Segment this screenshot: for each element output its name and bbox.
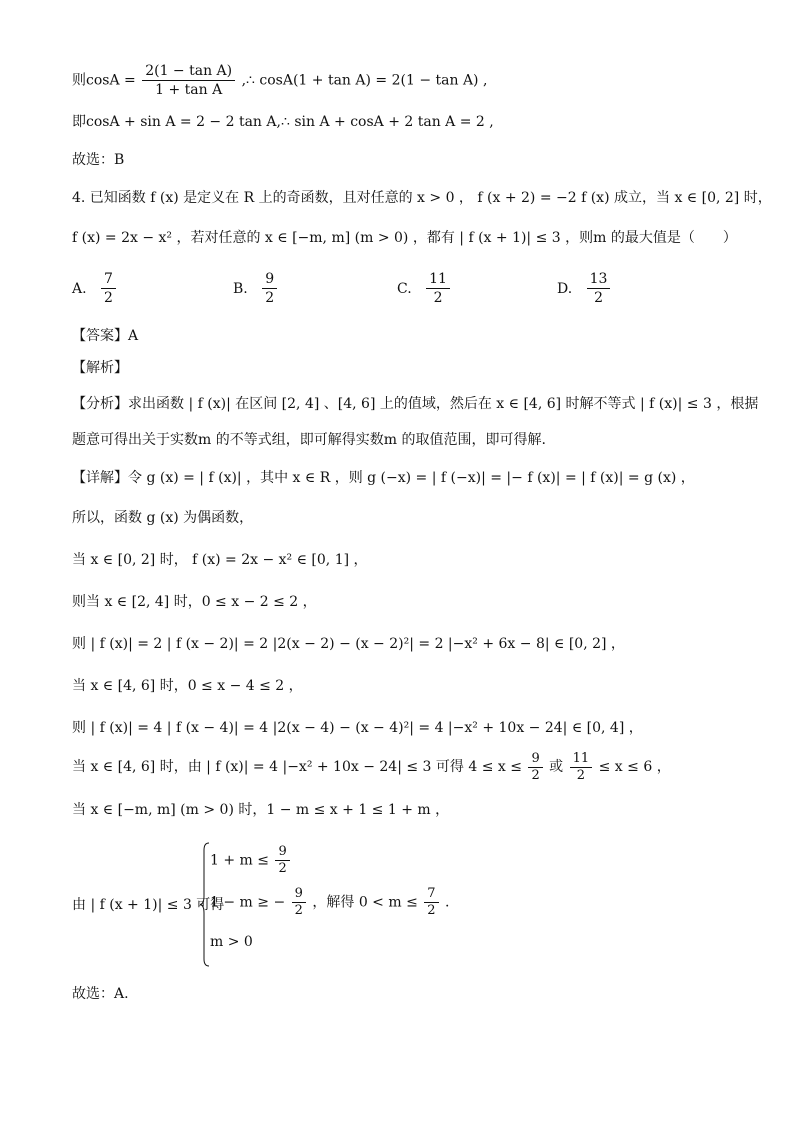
detail-line4: 则当 x ∈ [2, 4] 时，0 ≤ x − 2 ≤ 2 ， <box>72 594 317 610</box>
text: ≤ x ≤ 6 ， <box>598 759 671 775</box>
fraction-nine-halves <box>528 751 542 784</box>
numerator: 11 <box>426 270 450 289</box>
numerator: 7 <box>424 886 438 903</box>
detail-line5: 则 | f (x)| = 2 | f (x − 2)| = 2 |2(x − 2) − (x − 2)²| = 2 |−x² + 6x − 8| ∈ [0, 2] ， <box>72 636 625 652</box>
detail-line2: 所以，函数 g (x) 为偶函数， <box>72 510 254 526</box>
fraction-eleven-halves <box>570 751 593 784</box>
option-label: A. <box>72 280 87 297</box>
option-fraction <box>101 270 116 307</box>
numerator: 9 <box>292 886 306 903</box>
question-4-line1: 4. 已知函数 f (x) 是定义在 R 上的奇函数，且对任意的 x > 0 ， f (x + 2) = −2 f (x) 成立，当 x ∈ [0, 2] 时， <box>72 190 772 206</box>
line-identity: 即cosA + sin A = 2 − 2 tan A,∴ sin A + cosA + 2 tan A = 2 , <box>72 114 494 130</box>
fraction-seven-halves <box>424 886 438 919</box>
text: 或 <box>549 759 564 775</box>
line-cos-fraction <box>72 62 487 99</box>
left-brace-icon <box>200 842 210 967</box>
denominator: 2 <box>433 290 443 306</box>
numerator: 9 <box>528 751 542 768</box>
answer-heading: 【答案】A <box>72 328 139 344</box>
denominator: 2 <box>278 861 287 876</box>
text: ，解得 0 < m ≤ <box>312 894 418 911</box>
detail-line3: 当 x ∈ [0, 2] 时， f (x) = 2x − x² ∈ [0, 1] ， <box>72 552 368 568</box>
question-4-line2: f (x) = 2x − x² ，若对任意的 x ∈ [−m, m] (m > 0) ，都有 | f (x + 1)| ≤ 3 ，则m 的最大值是（ ） <box>72 230 737 246</box>
denominator: 1 + tan A <box>155 82 223 98</box>
option-c <box>397 270 452 307</box>
numerator: 13 <box>587 270 611 289</box>
text: 当 x ∈ [4, 6] 时，由 | f (x)| = 4 |−x² + 10x − 24| ≤ 3 可得 4 ≤ x ≤ <box>72 759 522 775</box>
analysis-heading: 【解析】 <box>72 360 128 376</box>
option-d <box>557 270 612 307</box>
fraction-nine-halves <box>292 886 306 919</box>
denominator: 2 <box>104 290 113 306</box>
option-a <box>72 270 118 307</box>
answer-choice-prev: 故选：B <box>72 152 125 168</box>
analysis-line1: 【分析】求出函数 | f (x)| 在区间 [2, 4] 、[4, 6] 上的值域，然后在 x ∈ [4, 6] 时解不等式 | f (x)| ≤ 3 ，根据 <box>72 396 759 412</box>
analysis-line2: 题意可得出关于实数m 的不等式组，即可解得实数m 的取值范围，即可得解. <box>72 432 546 448</box>
detail-line8 <box>72 748 671 786</box>
system-row-3: m > 0 <box>210 934 253 950</box>
option-b <box>233 270 279 307</box>
fraction-nine-halves <box>275 844 289 877</box>
option-label: B. <box>233 280 248 297</box>
option-fraction <box>262 270 277 307</box>
numerator: 7 <box>101 270 116 289</box>
text: 1 − m ≥ − <box>210 894 286 911</box>
fraction <box>142 62 235 99</box>
text: 1 + m ≤ <box>210 852 269 869</box>
numerator: 2(1 − tan A) <box>142 62 235 81</box>
denominator: 2 <box>294 903 303 918</box>
denominator: 2 <box>594 290 604 306</box>
detail-line9: 当 x ∈ [−m, m] (m > 0) 时，1 − m ≤ x + 1 ≤ 1 + m ， <box>72 802 450 818</box>
period: . <box>445 894 450 911</box>
denominator: 2 <box>427 903 436 918</box>
final-answer: 故选：A. <box>72 986 129 1002</box>
numerator: 9 <box>262 270 277 289</box>
detail-line7: 则 | f (x)| = 4 | f (x − 4)| = 4 |2(x − 4) − (x − 4)²| = 4 |−x² + 10x − 24| ∈ [0, 4] ， <box>72 720 643 736</box>
denominator: 2 <box>265 290 275 306</box>
denominator: 2 <box>531 767 540 783</box>
option-label: D. <box>557 280 573 297</box>
system-row-2 <box>210 886 449 919</box>
option-fraction <box>587 270 611 307</box>
system-row-1 <box>210 844 292 877</box>
text: 则cosA = <box>72 72 136 89</box>
detail-line1: 【详解】令 g (x) = | f (x)| ，其中 x ∈ R ，则 g (−x) = | f (−x)| = |− f (x)| = | f (x)| = g (x) ， <box>72 470 695 486</box>
detail-line10-prefix: 由 | f (x + 1)| ≤ 3 可得 <box>72 897 225 913</box>
numerator: 11 <box>570 751 593 768</box>
detail-line6: 当 x ∈ [4, 6] 时，0 ≤ x − 4 ≤ 2 ， <box>72 678 303 694</box>
numerator: 9 <box>275 844 289 861</box>
inequality-system <box>200 842 450 967</box>
text: ,∴ cosA(1 + tan A) = 2(1 − tan A) , <box>241 72 488 89</box>
option-fraction <box>426 270 450 307</box>
option-label: C. <box>397 280 412 297</box>
denominator: 2 <box>576 767 586 783</box>
